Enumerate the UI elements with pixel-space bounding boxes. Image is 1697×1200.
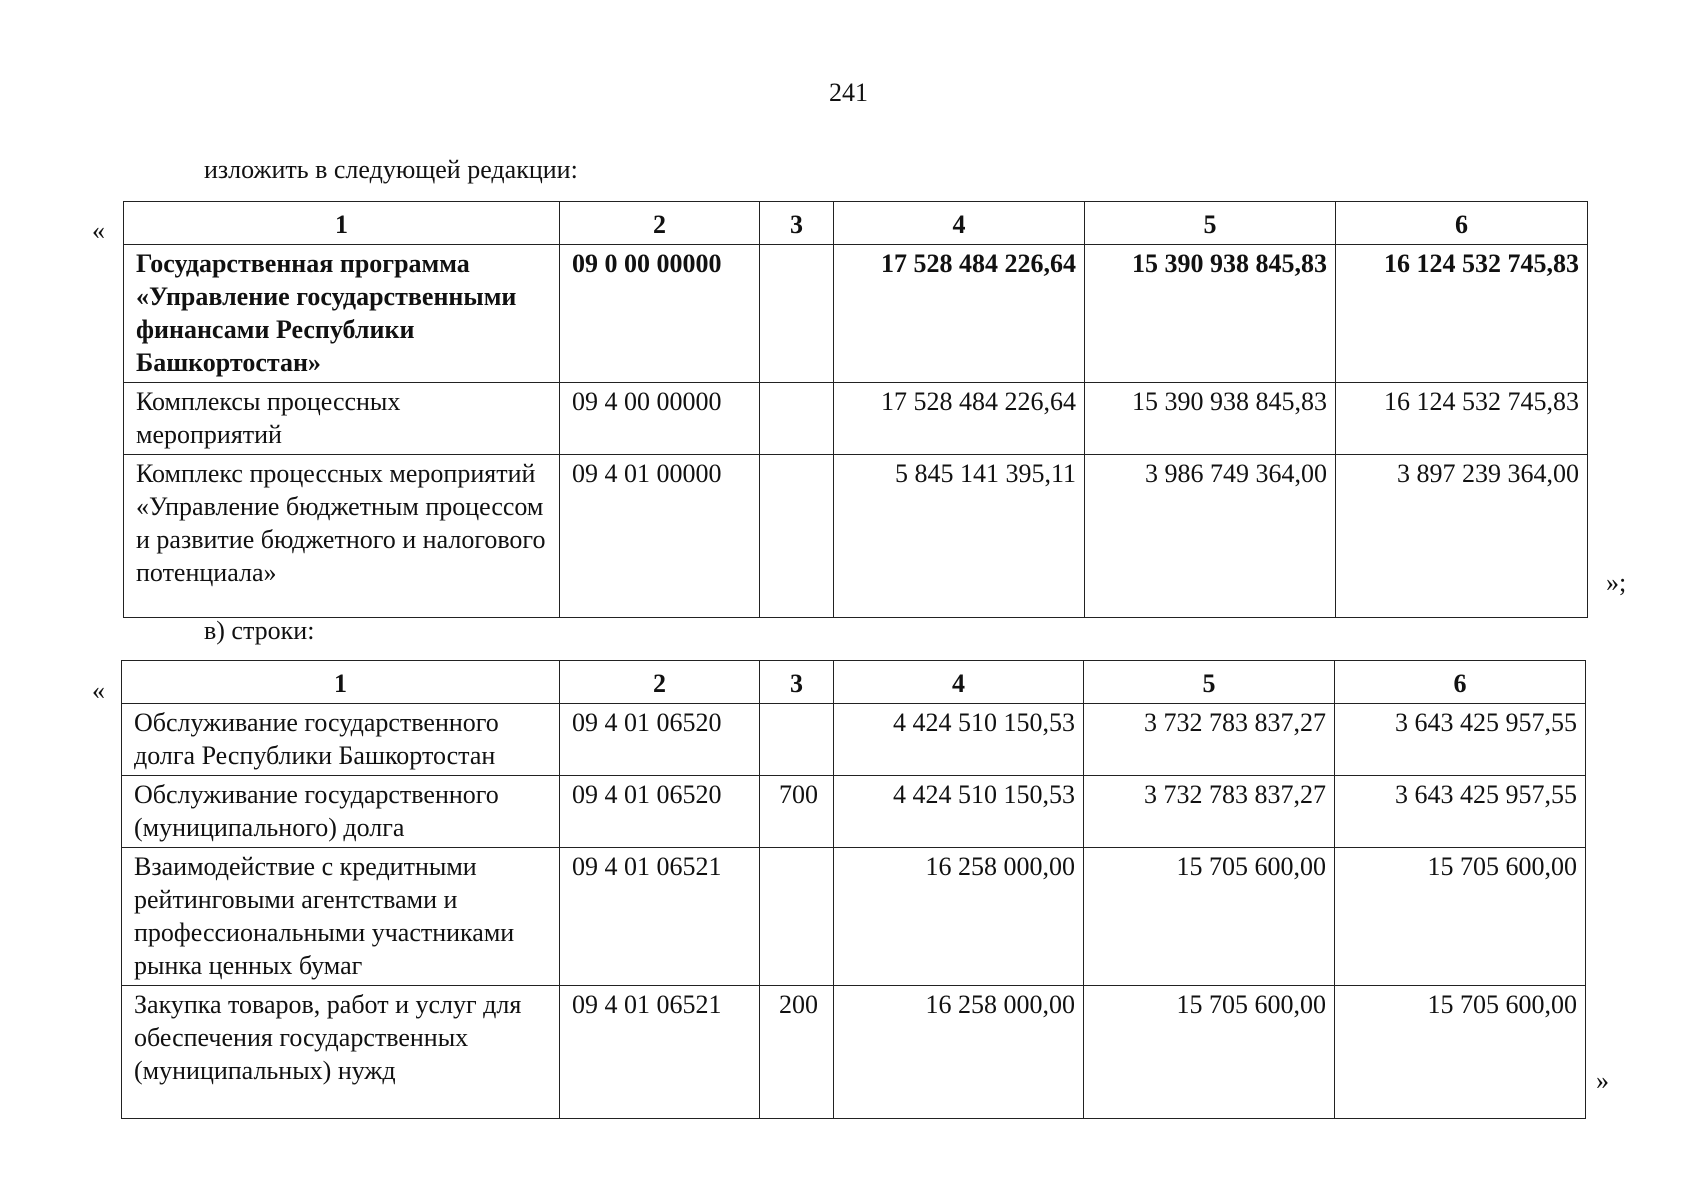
row-value-4: 16 258 000,00 xyxy=(834,848,1084,986)
row-value-5: 15 390 938 845,83 xyxy=(1085,245,1336,383)
row-value-6: 3 643 425 957,55 xyxy=(1335,776,1586,848)
row-value-6: 3 643 425 957,55 xyxy=(1335,704,1586,776)
row-value-5: 3 732 783 837,27 xyxy=(1084,776,1335,848)
opening-quote: « xyxy=(92,676,105,705)
row-value-4: 16 258 000,00 xyxy=(834,986,1084,1119)
row-value-5: 15 705 600,00 xyxy=(1084,848,1335,986)
column-header: 3 xyxy=(760,202,834,245)
table-row xyxy=(122,986,1586,1119)
row-code: 09 4 00 00000 xyxy=(560,383,760,455)
row-code: 09 4 01 06521 xyxy=(560,986,760,1119)
row-code: 09 4 01 06520 xyxy=(560,704,760,776)
row-value-4: 4 424 510 150,53 xyxy=(834,704,1084,776)
column-header: 5 xyxy=(1084,661,1335,704)
intro-text: изложить в следующей редакции: xyxy=(204,155,578,184)
row-value-5: 15 390 938 845,83 xyxy=(1085,383,1336,455)
page-number: 241 xyxy=(829,78,868,107)
table-row xyxy=(124,245,1588,383)
row-type xyxy=(760,383,834,455)
row-type xyxy=(760,704,834,776)
row-name: Комплекс процессных мероприятий «Управление бюджетным процессом и развитие бюджетного и налогового потенциала» xyxy=(124,455,560,618)
table-row xyxy=(124,383,1588,455)
row-value-6: 15 705 600,00 xyxy=(1335,986,1586,1119)
row-type xyxy=(760,848,834,986)
row-type: 700 xyxy=(760,776,834,848)
table-row xyxy=(124,455,1588,618)
budget-table-1 xyxy=(123,201,1588,618)
column-header: 2 xyxy=(560,661,760,704)
row-name: Обслуживание государственного (муниципального) долга xyxy=(122,776,560,848)
row-name: Взаимодействие с кредитными рейтинговыми агентствами и профессиональными участниками рынка ценных бумаг xyxy=(122,848,560,986)
table-row xyxy=(122,776,1586,848)
column-header: 6 xyxy=(1335,661,1586,704)
table-header-row xyxy=(124,202,1588,245)
row-type xyxy=(760,455,834,618)
opening-quote: « xyxy=(92,216,105,245)
row-value-4: 5 845 141 395,11 xyxy=(834,455,1085,618)
table-row xyxy=(122,704,1586,776)
row-name: Обслуживание государственного долга Республики Башкортостан xyxy=(122,704,560,776)
row-name: Закупка товаров, работ и услуг для обеспечения государственных (муниципальных) нужд xyxy=(122,986,560,1119)
column-header: 2 xyxy=(560,202,760,245)
row-value-5: 3 986 749 364,00 xyxy=(1085,455,1336,618)
column-header: 1 xyxy=(122,661,560,704)
table-row xyxy=(122,848,1586,986)
row-value-4: 17 528 484 226,64 xyxy=(834,383,1085,455)
closing-quote: » xyxy=(1596,1066,1609,1095)
column-header: 4 xyxy=(834,202,1085,245)
closing-quote-semicolon: »; xyxy=(1606,568,1627,597)
column-header: 4 xyxy=(834,661,1084,704)
column-header: 6 xyxy=(1336,202,1588,245)
row-value-6: 15 705 600,00 xyxy=(1335,848,1586,986)
budget-table-2 xyxy=(121,660,1586,1119)
row-code: 09 4 01 06520 xyxy=(560,776,760,848)
row-code: 09 4 01 00000 xyxy=(560,455,760,618)
row-name: Комплексы процессных мероприятий xyxy=(124,383,560,455)
column-header: 3 xyxy=(760,661,834,704)
row-code: 09 0 00 00000 xyxy=(560,245,760,383)
table-header-row xyxy=(122,661,1586,704)
row-value-6: 3 897 239 364,00 xyxy=(1336,455,1588,618)
column-header: 5 xyxy=(1085,202,1336,245)
row-name: Государственная программа «Управление государственными финансами Республики Башкортостан» xyxy=(124,245,560,383)
row-value-6: 16 124 532 745,83 xyxy=(1336,245,1588,383)
row-type: 200 xyxy=(760,986,834,1119)
column-header: 1 xyxy=(124,202,560,245)
row-value-5: 3 732 783 837,27 xyxy=(1084,704,1335,776)
row-value-5: 15 705 600,00 xyxy=(1084,986,1335,1119)
rows-intro-text: в) строки: xyxy=(204,616,315,645)
row-code: 09 4 01 06521 xyxy=(560,848,760,986)
row-value-6: 16 124 532 745,83 xyxy=(1336,383,1588,455)
row-value-4: 4 424 510 150,53 xyxy=(834,776,1084,848)
row-type xyxy=(760,245,834,383)
row-value-4: 17 528 484 226,64 xyxy=(834,245,1085,383)
